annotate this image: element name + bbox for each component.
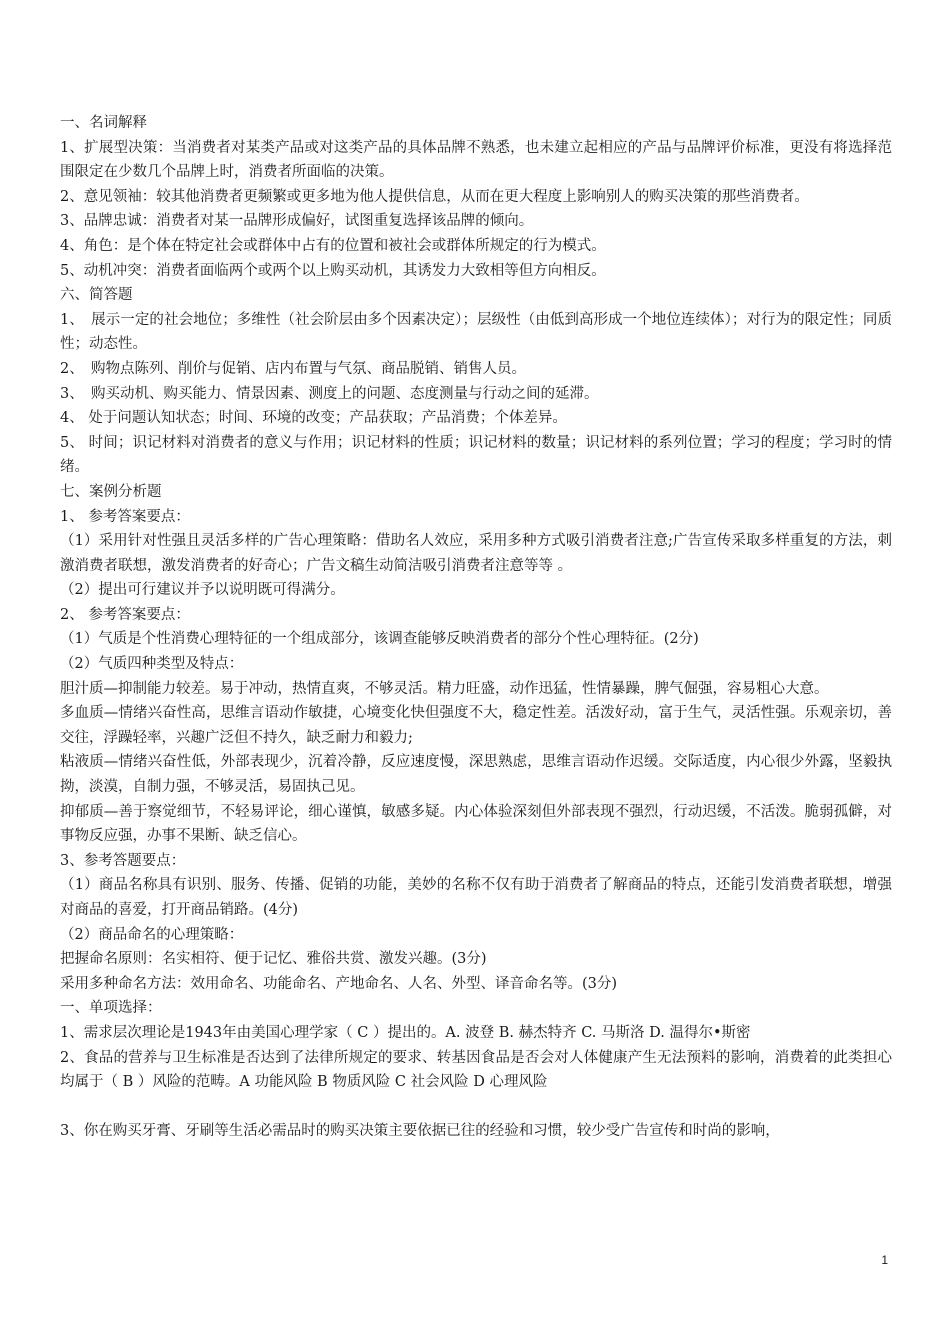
case-item: （1）商品名称具有识别、服务、传播、促销的功能，美妙的名称不仅有助于消费者了解商品的特点，还能引发消费者联想，增强对商品的喜爱，打开商品销路。(4分) bbox=[60, 877, 892, 918]
page-number: 1 bbox=[881, 1253, 888, 1267]
section-heading-single-choice: 一、单项选择： bbox=[60, 1000, 162, 1017]
temperament-type: 抑郁质—善于察觉细节，不轻易评论，细心谨慎，敏感多疑。内心体验深刻但外部表现不强烈，行动迟缓，不活泼。脆弱孤僻，对事物反应强，办事不果断、缺乏信心。 bbox=[60, 803, 892, 845]
case-item: （2）商品命名的心理策略： bbox=[60, 926, 244, 943]
definition-item: 4、角色：是个体在特定社会或群体中占有的位置和被社会或群体所规定的行为模式。 bbox=[60, 237, 606, 254]
case-item: （2）气质四种类型及特点： bbox=[60, 656, 244, 673]
temperament-type: 胆汁质—抑制能力较差。易于冲动，热情直爽，不够灵活。精力旺盛，动作迅猛，性情暴躁，脾气倔强，容易粗心大意。 bbox=[60, 680, 829, 697]
case-item: 2、 参考答案要点： bbox=[60, 606, 190, 623]
section-heading-case-analysis: 七、案例分析题 bbox=[60, 483, 162, 500]
section-heading-definitions: 一、名词解释 bbox=[60, 115, 147, 131]
definition-item: 2、意见领袖：较其他消费者更频繁或更多地为他人提供信息，从而在更大程度上影响别人的购买决策的那些消费者。 bbox=[60, 188, 809, 205]
short-answer-item: 5、 时间；识记材料对消费者的意义与作用；识记材料的性质；识记材料的数量；识记材料的系列位置；学习的程度；学习时的情绪。 bbox=[60, 434, 892, 476]
case-item: （1）采用针对性强且灵活多样的广告心理策略：借助名人效应，采用多种方式吸引消费者注意;广告宣传采取多样重复的方法，刺激消费者联想，激发消费者的好奇心；广告文稿生动简洁吸引消费者注意等等 。 bbox=[60, 533, 892, 574]
blank-line bbox=[60, 1095, 892, 1120]
short-answer-item: 3、 购买动机、购买能力、情景因素、测度上的问题、态度测量与行动之间的延滞。 bbox=[60, 385, 599, 402]
definition-item: 3、品牌忠诚：消费者对某一品牌形成偏好，试图重复选择该品牌的倾向。 bbox=[60, 213, 534, 230]
definition-item: 1、扩展型决策：当消费者对某类产品或对这类产品的具体品牌不熟悉，也未建立起相应的产品与品牌评价标准，更没有将选择范围限定在少数几个品牌上时，消费者所面临的决策。 bbox=[60, 139, 892, 181]
case-item: 1、 参考答案要点： bbox=[60, 508, 190, 525]
temperament-type: 粘液质—情绪兴奋性低，外部表现少，沉着冷静，反应速度慢，深思熟虑，思维言语动作迟缓。交际适度，内心很少外露，坚毅执拗，淡漠，自制力强，不够灵活，易固执己见。 bbox=[60, 754, 892, 796]
case-item: （1）气质是个性消费心理特征的一个组成部分，该调查能够反映消费者的部分个性心理特征。(2分) bbox=[60, 631, 699, 648]
temperament-type: 多血质—情绪兴奋性高，思维言语动作敏捷，心境变化快但强度不大，稳定性差。活泼好动，富于生气，灵活性强。乐观亲切，善交往，浮躁轻率，兴趣广泛但不持久，缺乏耐力和毅力; bbox=[60, 705, 892, 746]
short-answer-item: 4、 处于问题认知状态；时间、环境的改变；产品获取；产品消费；个体差异。 bbox=[60, 410, 567, 427]
case-item: 把握命名原则：名实相符、便于记忆、雅俗共赏、激发兴趣。(3分) bbox=[60, 951, 487, 968]
choice-question: 1、需求层次理论是1943年由美国心理学家（ C ）提出的。A. 波登 B. 赫杰特齐 C. 马斯洛 D. 温得尔•斯密 bbox=[60, 1024, 751, 1041]
case-item: 3、参考答题要点： bbox=[60, 852, 186, 869]
short-answer-item: 1、 展示一定的社会地位；多维性（社会阶层由多个因素决定）；层级性（由低到高形成一个地位连续体）；对行为的限定性；同质性；动态性。 bbox=[60, 311, 892, 353]
choice-question: 2、食品的营养与卫生标准是否达到了法律所规定的要求、转基因食品是否会对人体健康产生无法预料的影响，消费着的此类担心均属于（ B ）风险的范畴。A 功能风险 B 物质风险 C 社会风险 D 心理风险 bbox=[60, 1049, 892, 1091]
document-body bbox=[60, 111, 892, 1144]
case-item: （2）提出可行建议并予以说明既可得满分。 bbox=[60, 582, 345, 599]
short-answer-item: 2、 购物点陈列、削价与促销、店内布置与气氛、商品脱销、销售人员。 bbox=[60, 360, 526, 377]
choice-question: 3、你在购买牙膏、牙刷等生活必需品时的购买决策主要依据已往的经验和习惯，较少受广告宣传和时尚的影响， bbox=[60, 1123, 780, 1140]
section-heading-short-answer: 六、简答题 bbox=[60, 287, 133, 304]
case-item: 采用多种命名方法：效用命名、功能命名、产地命名、人名、外型、译音命名等。(3分) bbox=[60, 975, 618, 992]
definition-item: 5、动机冲突：消费者面临两个或两个以上购买动机，其诱发力大致相等但方向相反。 bbox=[60, 262, 606, 279]
